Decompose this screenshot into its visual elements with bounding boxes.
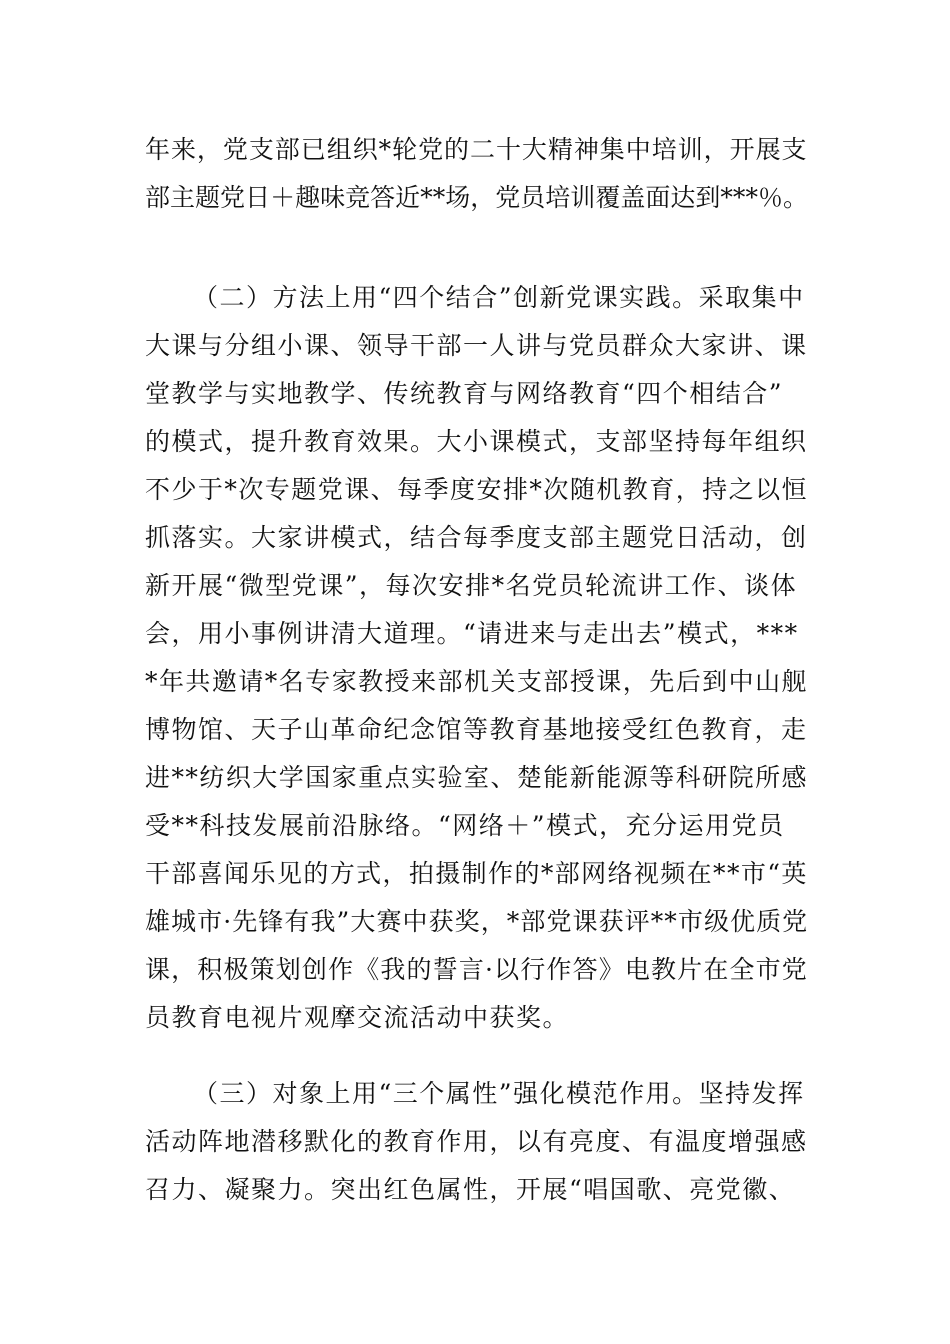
text-line: （三）对象上用“三个属性”强化模范作用。坚持发挥 <box>193 1079 805 1108</box>
text-line: 雄城市·先锋有我”大赛中获奖，*部党课获评**市级优质党 <box>145 907 809 936</box>
text-line: 堂教学与实地教学、传统教育与网络教育“四个相结合” <box>145 379 784 408</box>
text-line: 课，积极策划创作《我的誓言·以行作答》电教片在全市党 <box>145 955 808 984</box>
text-line: 抓落实。大家讲模式，结合每季度支部主题党日活动，创 <box>145 523 808 552</box>
text-line: 不少于*次专题党课、每季度安排*次随机教育，持之以恒 <box>145 475 809 504</box>
text-line: 会，用小事例讲清大道理。“请进来与走出去”模式，*** <box>145 619 799 648</box>
text-line: 进**纺织大学国家重点实验室、楚能新能源等科研院所感 <box>145 763 809 792</box>
text-line: 召力、凝聚力。突出红色属性，开展“唱国歌、亮党徽、 <box>145 1175 796 1204</box>
text-line: （二）方法上用“四个结合”创新党课实践。采取集中 <box>193 283 805 312</box>
text-line: 博物馆、天子山革命纪念馆等教育基地接受红色教育，走 <box>145 715 808 744</box>
text-line: 年来，党支部已组织*轮党的二十大精神集中培训，开展支 <box>145 135 808 164</box>
text-line: 的模式，提升教育效果。大小课模式，支部坚持每年组织 <box>145 427 808 456</box>
text-line: 干部喜闻乐见的方式，拍摄制作的*部网络视频在**市“英 <box>145 859 808 888</box>
text-line: *年共邀请*名专家教授来部机关支部授课，先后到中山舰 <box>145 667 809 696</box>
text-line: 受**科技发展前沿脉络。“网络＋”模式，充分运用党员 <box>145 811 785 840</box>
text-line: 活动阵地潜移默化的教育作用，以有亮度、有温度增强感 <box>145 1127 808 1156</box>
text-line: 大课与分组小课、领导干部一人讲与党员群众大家讲、课 <box>145 331 808 360</box>
text-line: 员教育电视片观摩交流活动中获奖。 <box>145 1003 570 1032</box>
text-line: 部主题党日＋趣味竞答近**场，党员培训覆盖面达到***％。 <box>145 183 809 212</box>
text-line: 新开展“微型党课”，每次安排*名党员轮流讲工作、谈体 <box>145 571 798 600</box>
